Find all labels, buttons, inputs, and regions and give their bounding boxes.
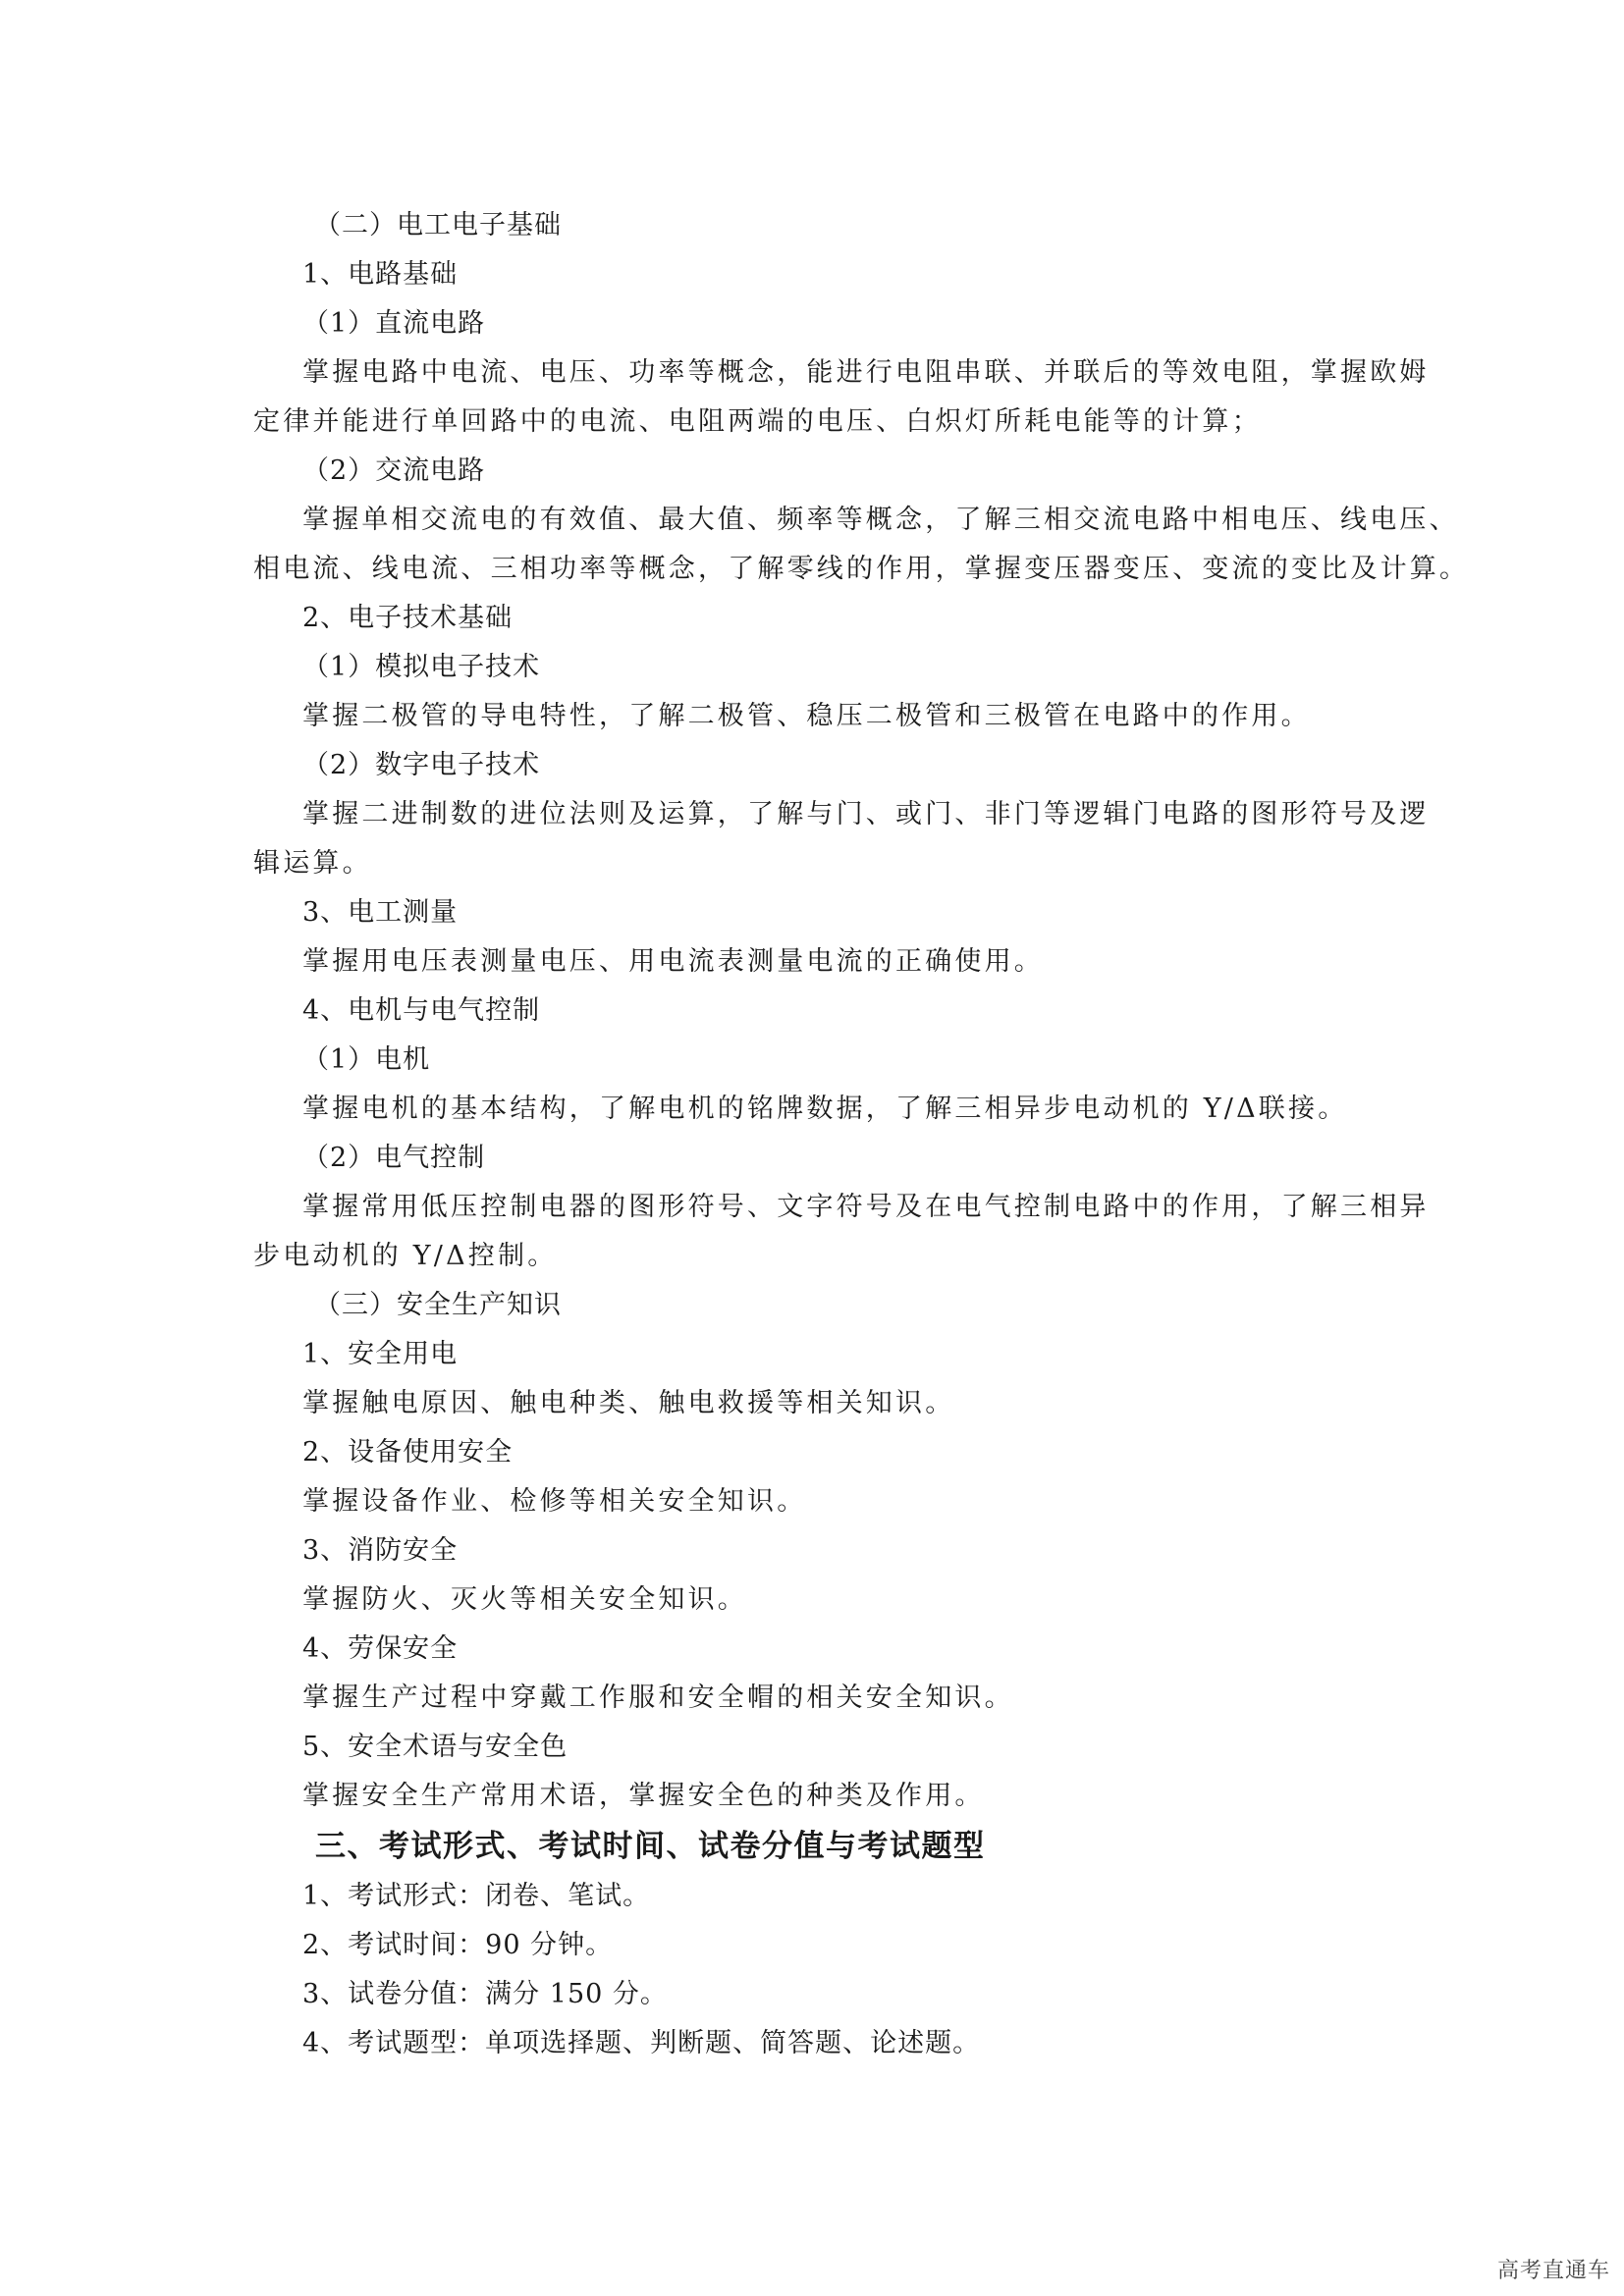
text-line: 掌握触电原因、触电种类、触电救援等相关知识。: [302, 1388, 955, 1418]
text-line: 3、试卷分值：满分 150 分。: [302, 1979, 668, 2009]
text-line: 步电动机的 Y/Δ控制。: [253, 1241, 558, 1271]
document-body: [253, 201, 1470, 2068]
text-line: （2）电气控制: [302, 1143, 486, 1173]
text-line: 相电流、线电流、三相功率等概念，了解零线的作用，掌握变压器变压、变流的变比及计算。: [253, 554, 1470, 584]
text-line: 掌握电机的基本结构，了解电机的铭牌数据，了解三相异步电动机的 Y/Δ联接。: [302, 1094, 1348, 1124]
text-line: 4、劳保安全: [302, 1633, 459, 1664]
text-line: 掌握二进制数的进位法则及运算，了解与门、或门、非门等逻辑门电路的图形符号及逻: [302, 799, 1430, 829]
text-line: 1、电路基础: [302, 259, 459, 290]
text-line: （三）安全生产知识: [314, 1290, 562, 1320]
text-line: （1）电机: [302, 1044, 431, 1075]
text-line: 3、消防安全: [302, 1535, 459, 1566]
text-line: 2、电子技术基础: [302, 603, 514, 633]
text-line: 掌握生产过程中穿戴工作服和安全帽的相关安全知识。: [302, 1682, 1014, 1713]
text-line: 2、考试时间：90 分钟。: [302, 1930, 614, 1960]
text-line: 辑运算。: [253, 848, 372, 879]
text-line: 掌握用电压表测量电压、用电流表测量电流的正确使用。: [302, 946, 1044, 977]
text-line: 3、电工测量: [302, 897, 459, 928]
text-line: 掌握设备作业、检修等相关安全知识。: [302, 1486, 807, 1517]
text-line: （2）交流电路: [302, 455, 486, 486]
text-line: 4、电机与电气控制: [302, 995, 541, 1026]
text-line: 掌握单相交流电的有效值、最大值、频率等概念，了解三相交流电路中相电压、线电压、: [302, 505, 1459, 535]
text-line: （2）数字电子技术: [302, 750, 541, 780]
text-line: （1）直流电路: [302, 308, 486, 339]
text-line: 掌握防火、灭火等相关安全知识。: [302, 1584, 747, 1615]
text-line: 掌握二极管的导电特性，了解二极管、稳压二极管和三极管在电路中的作用。: [302, 701, 1311, 731]
text-line: （二）电工电子基础: [314, 210, 562, 240]
text-line: 5、安全术语与安全色: [302, 1732, 568, 1762]
text-line: 掌握安全生产常用术语，掌握安全色的种类及作用。: [302, 1781, 985, 1811]
text-line: 掌握电路中电流、电压、功率等概念，能进行电阻串联、并联后的等效电阻，掌握欧姆: [302, 357, 1430, 388]
text-line: 4、考试题型：单项选择题、判断题、简答题、论述题。: [302, 2028, 981, 2058]
text-line: 掌握常用低压控制电器的图形符号、文字符号及在电气控制电路中的作用，了解三相异: [302, 1192, 1430, 1222]
watermark-label: 高考直通车: [1496, 2259, 1610, 2283]
text-line: （1）模拟电子技术: [302, 652, 541, 682]
text-line: 1、安全用电: [302, 1339, 459, 1369]
section-heading: 三、考试形式、考试时间、试卷分值与考试题型: [315, 1829, 986, 1864]
text-line: 1、考试形式：闭卷、笔试。: [302, 1881, 651, 1911]
text-line: 定律并能进行单回路中的电流、电阻两端的电压、白炽灯所耗电能等的计算；: [253, 406, 1262, 437]
text-line: 2、设备使用安全: [302, 1437, 514, 1468]
